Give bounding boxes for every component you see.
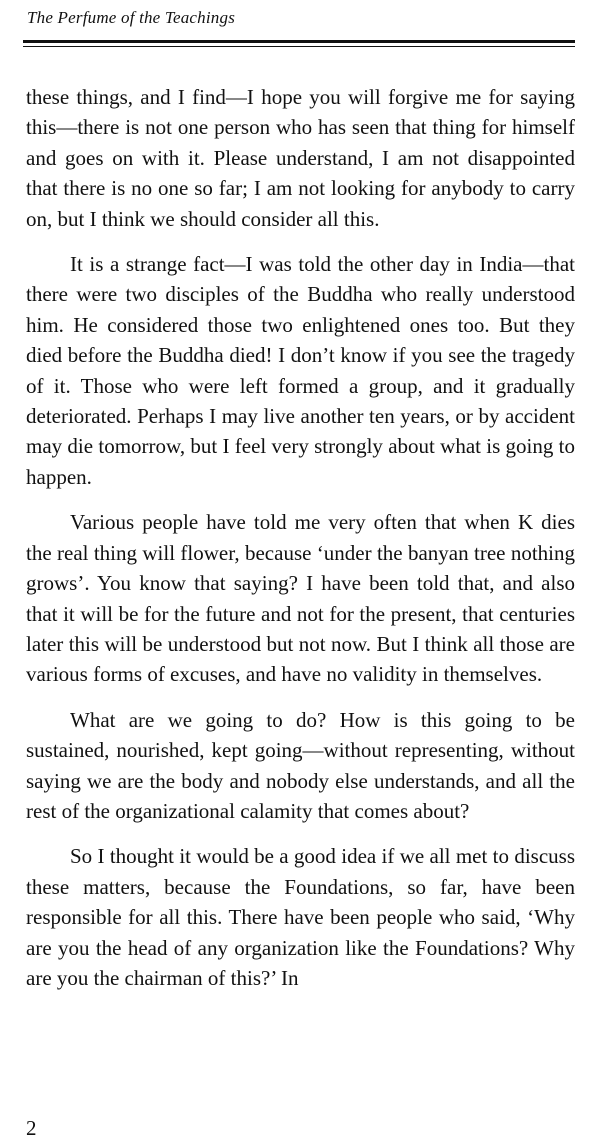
header-rule-thick — [23, 40, 575, 43]
header-rule-thin — [23, 46, 575, 47]
body-text — [26, 82, 575, 1008]
paragraph-4: What are we going to do? How is this going to be sustained, nourished, kept going—without representing, without saying we are the body and nobody else understands, and all the rest of the organizational calamity that comes about? — [26, 707, 575, 823]
paragraph-3: Various people have told me very often that when K dies the real thing will flower, because ‘under the banyan tree nothing grows’. You know that saying? I have been told that, and also that it will be for the future and not for the present, that centuries later this will be understood but not now. But I think all those are various forms of excuses, and have no validity in themselves. — [26, 510, 575, 687]
page-number: 2 — [26, 1116, 37, 1140]
paragraph-1: these things, and I find—I hope you will forgive me for saying this—there is not one person who has seen that thing for himself and goes on with it. Please understand, I am not disappointed that there is no one so far; I am not looking for anybody to carry on, but I think we should consider all this. — [26, 85, 575, 231]
running-head: The Perfume of the Teachings — [27, 8, 236, 27]
paragraph-2: It is a strange fact—I was told the other day in India—that there were two disciples of the Buddha who really understood him. He considered those two enlightened ones too. But they died before the Buddha died! I don’t know if you see the tragedy of it. Those who were left formed a group, and it gradually deteriorated. Perhaps I may live another ten years, or by accident may die tomorrow, but I feel very strongly about what is going to happen. — [26, 252, 575, 489]
paragraph-5: So I thought it would be a good idea if we all met to discuss these matters, because the Foundations, so far, have been responsible for all this. There have been people who said, ‘Why are you the head of any organization like the Foundations? Why are you the chairman of this?’ In — [26, 844, 575, 990]
